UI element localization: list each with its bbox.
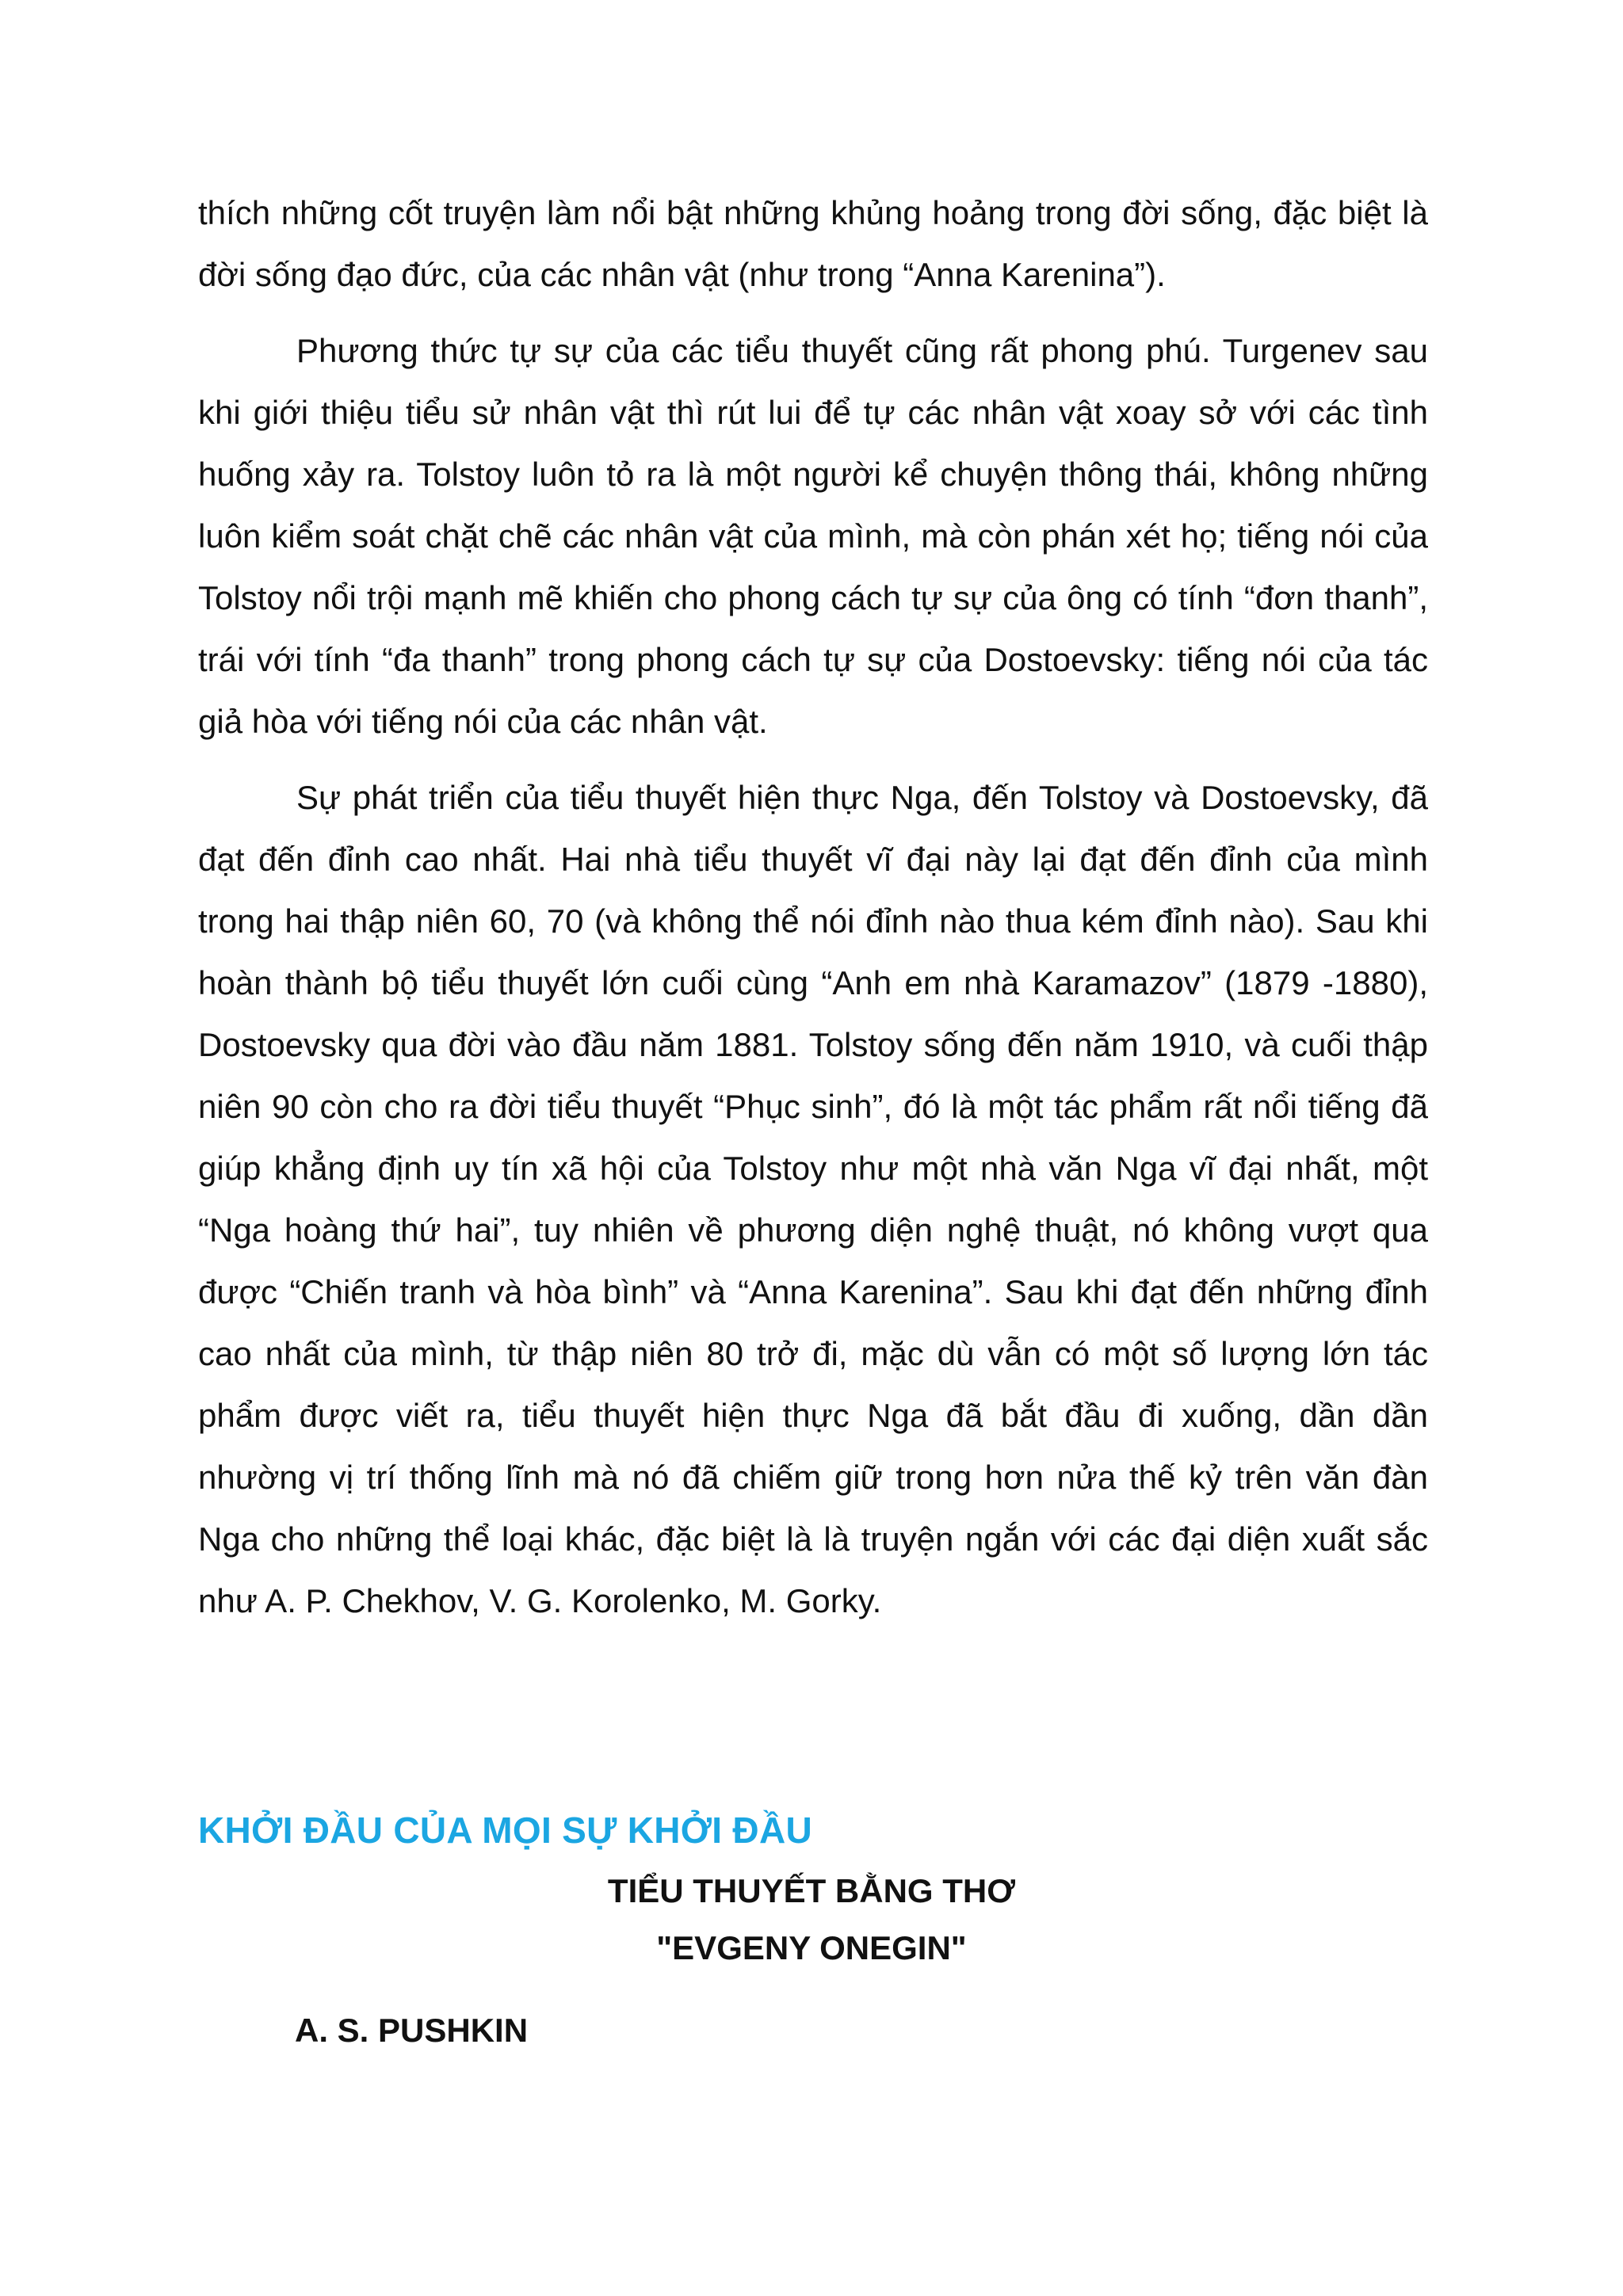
paragraph-2: Phương thức tự sự của các tiểu thuyết cũng rất phong phú. Turgenev sau khi giới thiệu tiểu sử nhân vật thì rút lui để tự các nhân vật xoay sở với các tình huống xảy ra. Tolstoy luôn tỏ ra là một người kể chuyện thông thái, không những luôn kiểm soát chặt chẽ các nhân vật của mình, mà còn phán xét họ; tiếng nói của Tolstoy nổi trội mạnh mẽ khiến cho phong cách tự sự của ông có tính “đơn thanh”, trái với tính “đa thanh” trong phong cách tự sự của Dostoevsky: tiếng nói của tác giả hòa với tiếng nói của các nhân vật. [198,332,1428,740]
subtitle-line-2: "EVGENY ONEGIN" [656,1929,967,1966]
subtitle-line-1: TIỂU THUYẾT BẰNG THƠ [607,1872,1016,1909]
section-title: KHỞI ĐẦU CỦA MỌI SỰ KHỞI ĐẦU [198,1810,812,1851]
author-name: A. S. PUSHKIN [295,2012,529,2049]
paragraph-1: thích những cốt truyện làm nổi bật những khủng hoảng trong đời sống, đặc biệt là đời sống đạo đức, của các nhân vật (như trong “Anna Karenina”). [198,194,1428,293]
paragraph-3: Sự phát triển của tiểu thuyết hiện thực Nga, đến Tolstoy và Dostoevsky, đã đạt đến đỉnh cao nhất. Hai nhà tiểu thuyết vĩ đại này lại đạt đến đỉnh của mình trong hai thập niên 60, 70 (và không thể nói đỉnh nào thua kém đỉnh nào). Sau khi hoàn thành bộ tiểu thuyết lớn cuối cùng “Anh em nhà Karamazov” (1879 -1880), Dostoevsky qua đời vào đầu năm 1881. Tolstoy sống đến năm 1910, và cuối thập niên 90 còn cho ra đời tiểu thuyết “Phục sinh”, đó là một tác phẩm rất nổi tiếng đã giúp khẳng định uy tín xã hội của Tolstoy như một nhà văn Nga vĩ đại nhất, một “Nga hoàng thứ hai”, tuy nhiên về phương diện nghệ thuật, nó không vượt qua được “Chiến tranh và hòa bình” và “Anna Karenina”. Sau khi đạt đến những đỉnh cao nhất của mình, từ thập niên 80 trở đi, mặc dù vẫn có một số lượng lớn tác phẩm được viết ra, tiểu thuyết hiện thực Nga đã bắt đầu đi xuống, dần dần nhường vị trí thống lĩnh mà nó đã chiếm giữ trong hơn nửa thế kỷ trên văn đàn Nga cho những thể loại khác, đặc biệt là là truyện ngắn với các đại diện xuất sắc như A. P. Chekhov, V. G. Korolenko, M. Gorky. [198,779,1428,1619]
body-text [198,182,1428,1646]
